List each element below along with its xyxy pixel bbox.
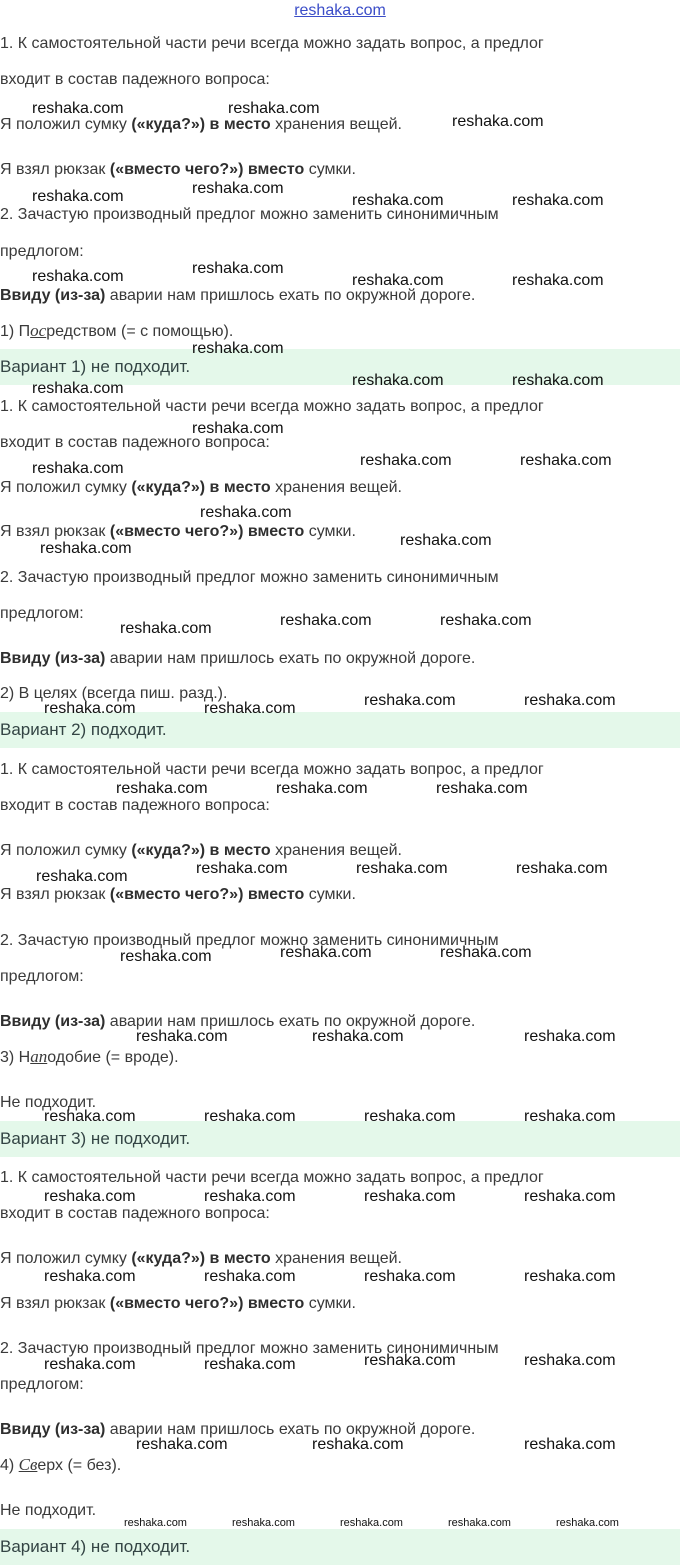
watermark: reshaka.com: [136, 1028, 228, 1045]
example-sentence-3: Ввиду (из-за) аварии нам пришлось ехать по окружной дороге.: [0, 650, 476, 667]
watermark: reshaka.com: [436, 780, 528, 797]
watermark: reshaka.com: [364, 1188, 456, 1205]
not-fit-note: Не подходит.: [0, 1502, 97, 1519]
rule1-line1: 1. К самостоятельной части речи всегда можно задать вопрос, а предлог: [0, 761, 544, 778]
watermark: reshaka.com: [120, 948, 212, 965]
rule2-line2: предлогом:: [0, 968, 84, 985]
rule1-line1: 1. К самостоятельной части речи всегда можно задать вопрос, а предлог: [0, 1169, 544, 1186]
rule2-line1: 2. Зачастую производный предлог можно заменить синонимичным: [0, 569, 499, 586]
watermark: reshaka.com: [448, 1517, 511, 1529]
watermark: reshaka.com: [228, 100, 320, 117]
watermark: reshaka.com: [44, 1356, 136, 1373]
watermark: reshaka.com: [32, 380, 124, 397]
variant-4-label: Вариант 4) не подходит.: [0, 1537, 191, 1556]
variant-4-band: [0, 1529, 680, 1565]
watermark: reshaka.com: [40, 540, 132, 557]
watermark: reshaka.com: [524, 1028, 616, 1045]
watermark: reshaka.com: [232, 1517, 295, 1529]
watermark: reshaka.com: [520, 452, 612, 469]
watermark: reshaka.com: [32, 268, 124, 285]
rule2-line2: предлогом:: [0, 605, 84, 622]
watermark: reshaka.com: [352, 372, 444, 389]
watermark: reshaka.com: [276, 780, 368, 797]
watermark: reshaka.com: [192, 340, 284, 357]
watermark: reshaka.com: [120, 620, 212, 637]
watermark: reshaka.com: [364, 1268, 456, 1285]
watermark: reshaka.com: [204, 1108, 296, 1125]
variant-3-label: Вариант 3) не подходит.: [0, 1129, 191, 1148]
variant-3-band: [0, 1121, 680, 1157]
watermark: reshaka.com: [356, 860, 448, 877]
watermark: reshaka.com: [196, 860, 288, 877]
example-sentence-1: Я положил сумку («куда?») в место хранения вещей.: [0, 842, 402, 859]
rule2-line1: 2. Зачастую производный предлог можно заменить синонимичным: [0, 1340, 499, 1357]
watermark: reshaka.com: [512, 372, 604, 389]
rule2-line1: 2. Зачастую производный предлог можно заменить синонимичным: [0, 932, 499, 949]
watermark: reshaka.com: [512, 272, 604, 289]
example-sentence-2: Я взял рюкзак («вместо чего?») вместо сумки.: [0, 1295, 356, 1312]
item-2: 2) В целях (всегда пиш. разд.).: [0, 685, 228, 702]
not-fit-note: Не подходит.: [0, 1094, 97, 1111]
watermark: reshaka.com: [204, 1268, 296, 1285]
example-sentence-2: Я взял рюкзак («вместо чего?») вместо сумки.: [0, 886, 356, 903]
watermark: reshaka.com: [352, 192, 444, 209]
watermark: reshaka.com: [340, 1517, 403, 1529]
watermark: reshaka.com: [116, 780, 208, 797]
rule1-line1: 1. К самостоятельной части речи всегда можно задать вопрос, а предлог: [0, 398, 544, 415]
watermark: reshaka.com: [524, 1352, 616, 1369]
variant-1-label: Вариант 1) не подходит.: [0, 357, 191, 376]
rule2-line2: предлогом:: [0, 1376, 84, 1393]
example-sentence-1: Я положил сумку («куда?») в место хранения вещей.: [0, 116, 402, 133]
example-sentence-1: Я положил сумку («куда?») в место хранения вещей.: [0, 1250, 402, 1267]
example-sentence-3: Ввиду (из-за) аварии нам пришлось ехать по окружной дороге.: [0, 287, 476, 304]
watermark: reshaka.com: [524, 1268, 616, 1285]
watermark: reshaka.com: [312, 1436, 404, 1453]
watermark: reshaka.com: [204, 700, 296, 717]
item-1: 1) Посредством (= с помощью).: [0, 321, 234, 340]
rule1-line2: входит в состав падежного вопроса:: [0, 434, 270, 451]
watermark: reshaka.com: [44, 1108, 136, 1125]
watermark: reshaka.com: [32, 460, 124, 477]
watermark: reshaka.com: [124, 1517, 187, 1529]
watermark: reshaka.com: [32, 100, 124, 117]
watermark: reshaka.com: [364, 692, 456, 709]
watermark: reshaka.com: [136, 1436, 228, 1453]
watermark: reshaka.com: [524, 1188, 616, 1205]
example-sentence-3: Ввиду (из-за) аварии нам пришлось ехать по окружной дороге.: [0, 1421, 476, 1438]
watermark: reshaka.com: [352, 272, 444, 289]
example-sentence-2: Я взял рюкзак («вместо чего?») вместо сумки.: [0, 523, 356, 540]
watermark: reshaka.com: [44, 700, 136, 717]
item-3: 3) Наподобие (= вроде).: [0, 1047, 179, 1066]
watermark: reshaka.com: [36, 868, 128, 885]
rule2-line2: предлогом:: [0, 243, 84, 260]
watermark: reshaka.com: [44, 1188, 136, 1205]
watermark: reshaka.com: [32, 188, 124, 205]
watermark: reshaka.com: [192, 420, 284, 437]
watermark: reshaka.com: [360, 452, 452, 469]
watermark: reshaka.com: [44, 1268, 136, 1285]
watermark: reshaka.com: [400, 532, 492, 549]
watermark: reshaka.com: [440, 612, 532, 629]
watermark: reshaka.com: [192, 260, 284, 277]
rule1-line2: входит в состав падежного вопроса:: [0, 71, 270, 88]
watermark: reshaka.com: [524, 1436, 616, 1453]
watermark: reshaka.com: [452, 113, 544, 130]
watermark: reshaka.com: [200, 504, 292, 521]
item-4: 4) Сверх (= без).: [0, 1455, 122, 1474]
watermark: reshaka.com: [204, 1356, 296, 1373]
example-sentence-3: Ввиду (из-за) аварии нам пришлось ехать по окружной дороге.: [0, 1013, 476, 1030]
watermark: reshaka.com: [440, 944, 532, 961]
watermark: reshaka.com: [364, 1352, 456, 1369]
example-sentence-2: Я взял рюкзак («вместо чего?») вместо сумки.: [0, 161, 356, 178]
rule1-line2: входит в состав падежного вопроса:: [0, 1205, 270, 1222]
watermark: reshaka.com: [556, 1517, 619, 1529]
watermark: reshaka.com: [524, 1108, 616, 1125]
watermark: reshaka.com: [312, 1028, 404, 1045]
watermark: reshaka.com: [364, 1108, 456, 1125]
site-link[interactable]: reshaka.com: [294, 2, 386, 19]
watermark: reshaka.com: [512, 192, 604, 209]
rule2-line1: 2. Зачастую производный предлог можно заменить синонимичным: [0, 206, 499, 223]
watermark: reshaka.com: [204, 1188, 296, 1205]
example-sentence-1: Я положил сумку («куда?») в место хранения вещей.: [0, 479, 402, 496]
watermark: reshaka.com: [524, 692, 616, 709]
variant-2-label: Вариант 2) подходит.: [0, 720, 167, 739]
watermark: reshaka.com: [280, 612, 372, 629]
rule1-line1: 1. К самостоятельной части речи всегда можно задать вопрос, а предлог: [0, 35, 544, 52]
watermark: reshaka.com: [280, 944, 372, 961]
watermark: reshaka.com: [516, 860, 608, 877]
watermark: reshaka.com: [192, 180, 284, 197]
rule1-line2: входит в состав падежного вопроса:: [0, 797, 270, 814]
